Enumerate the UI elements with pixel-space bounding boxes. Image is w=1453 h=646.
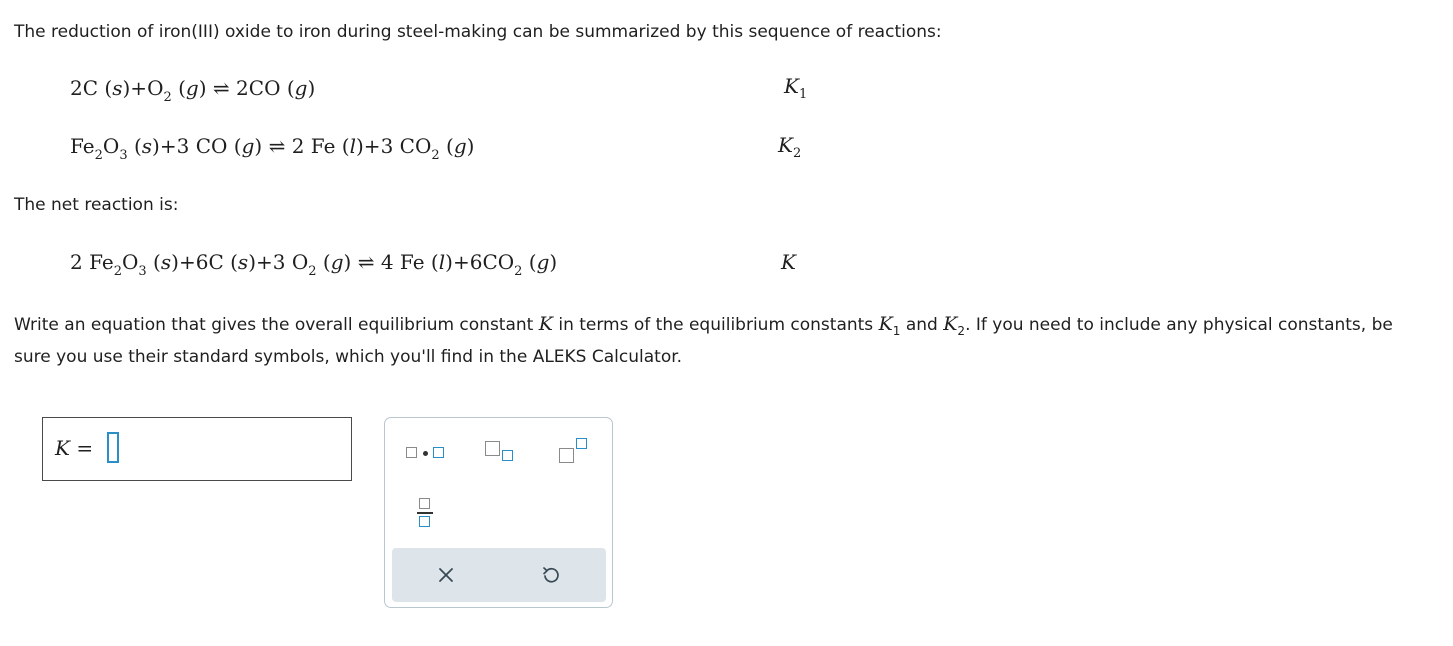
equilibrium-arrow: ⇌ xyxy=(268,134,286,158)
answer-label: K = xyxy=(55,436,94,460)
multiply-dot-icon xyxy=(423,451,428,456)
placeholder-box-icon xyxy=(433,447,444,458)
reaction-1: 2C $(s)+O_2$ (g) ⇌ 2CO (g) xyxy=(70,76,316,105)
placeholder-box-icon xyxy=(502,450,513,461)
subscript-template-button[interactable] xyxy=(483,438,517,466)
k2-label: $K_2$ xyxy=(778,133,802,161)
answer-input[interactable] xyxy=(42,417,352,481)
answer-input-slot[interactable] xyxy=(107,432,119,463)
equilibrium-arrow: ⇌ xyxy=(357,250,375,274)
placeholder-box-icon xyxy=(576,438,587,449)
undo-icon xyxy=(541,565,561,585)
placeholder-box-icon xyxy=(419,516,430,527)
fraction-bar-icon xyxy=(417,512,433,514)
placeholder-box-icon xyxy=(406,447,417,458)
undo-button[interactable] xyxy=(537,561,565,589)
multiply-template-button[interactable] xyxy=(403,444,449,462)
math-palette xyxy=(384,417,613,608)
placeholder-box-icon xyxy=(419,498,430,509)
clear-button[interactable] xyxy=(432,561,460,589)
fraction-template-button[interactable] xyxy=(415,496,435,530)
palette-footer xyxy=(392,548,606,602)
equilibrium-arrow: ⇌ xyxy=(212,76,230,100)
superscript-template-button[interactable] xyxy=(557,436,591,466)
net-reaction: 2 $Fe_2O_3$ (s)+6C (s)+3 $O_2$ (g) ⇌ 4 Fe $(l)+6CO_2$ (g) xyxy=(70,250,558,279)
reaction-2: $Fe_2O_3$ (s)+3 CO (g) ⇌ 2 Fe (l)+3 $CO_2$ (g) xyxy=(70,134,475,163)
net-reaction-label: The net reaction is: xyxy=(14,195,179,215)
instructions-text: Write an equation that gives the overall equilibrium constant K in terms of the equilibrium constants $K_1$ and $K_2$. If you need to include any physical constants, be sure you use their standard symbols, which you'll find in the ALEKS Calculator. xyxy=(14,313,1393,367)
close-icon xyxy=(438,567,454,583)
placeholder-box-icon xyxy=(485,441,500,456)
k-label: K xyxy=(781,250,796,274)
placeholder-box-icon xyxy=(559,448,574,463)
intro-text: The reduction of iron(III) oxide to iron during steel-making can be summarized by this sequence of reactions: xyxy=(14,22,942,42)
k1-label: $K_1$ xyxy=(784,74,808,102)
